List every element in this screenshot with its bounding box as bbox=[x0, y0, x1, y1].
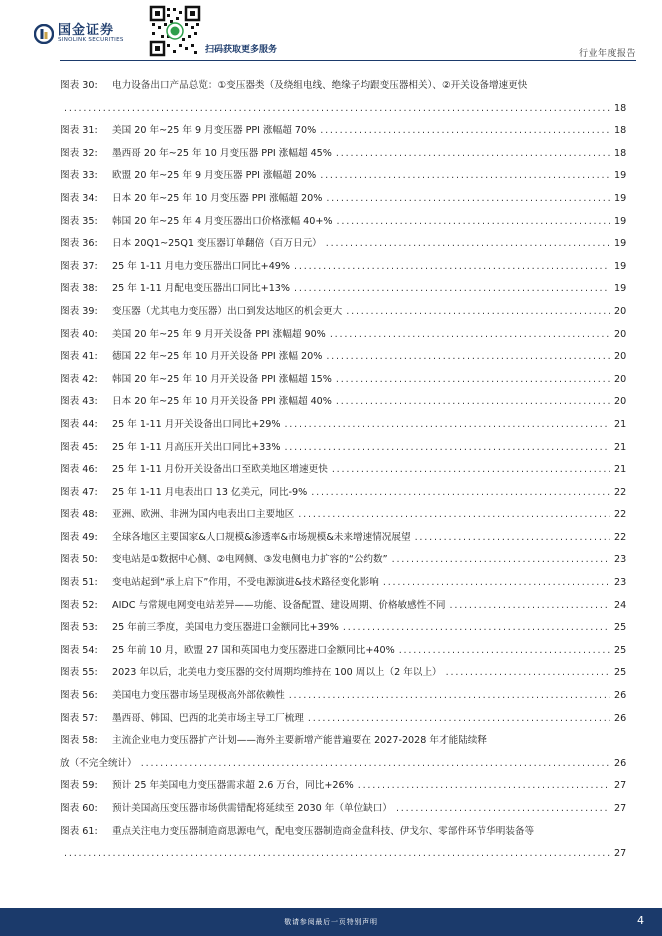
toc-leader-dots bbox=[336, 148, 610, 159]
toc-entry[interactable] bbox=[60, 148, 626, 159]
toc-leader-dots bbox=[64, 848, 610, 859]
toc-leader-dots bbox=[284, 419, 610, 430]
toc-leader-dots bbox=[289, 690, 610, 701]
toc-page: 22 bbox=[614, 509, 627, 521]
toc-label: 图表 59: bbox=[60, 780, 98, 792]
toc-leader-dots bbox=[320, 170, 610, 181]
toc-page: 21 bbox=[614, 418, 627, 430]
toc-title: 欧盟 20 年~25 年 9 月变压器 PPI 涨幅超 20% bbox=[112, 170, 317, 182]
toc-title: 25 年 1-11 月开关设备出口同比+29% bbox=[112, 418, 281, 430]
toc-title: 墨西哥、韩国、巴西的北美市场主导工厂梳理 bbox=[112, 712, 304, 724]
toc-label: 图表 47: bbox=[60, 486, 98, 498]
toc-page: 22 bbox=[614, 486, 627, 498]
toc-leader-dots bbox=[383, 577, 610, 588]
toc-entry[interactable] bbox=[60, 193, 626, 204]
toc-title: 预计美国高压变压器市场供需错配将延续至 2030 年（单位缺口） bbox=[112, 803, 392, 814]
toc-page: 18 bbox=[614, 125, 627, 137]
toc-leader-dots bbox=[336, 374, 610, 385]
toc-label: 图表 45: bbox=[60, 441, 98, 453]
toc-label: 图表 53: bbox=[60, 622, 98, 634]
toc-page: 25 bbox=[614, 667, 627, 679]
brand-name-cn: 国金证券 bbox=[58, 23, 115, 38]
toc-label: 图表 41: bbox=[60, 351, 98, 363]
toc-label: 图表 33: bbox=[60, 170, 98, 182]
toc-entry[interactable] bbox=[60, 803, 626, 814]
toc-leader-dots bbox=[415, 532, 610, 543]
toc-title: 主流企业电力变压器扩产计划——海外主要新增产能普遍要在 2027-2028 年才能陆续释 bbox=[112, 735, 487, 747]
toc-label: 图表 54: bbox=[60, 644, 98, 656]
toc-leader-dots bbox=[64, 103, 610, 114]
toc-entry[interactable] bbox=[60, 329, 626, 340]
toc-page: 21 bbox=[614, 441, 627, 453]
toc-page: 20 bbox=[614, 351, 627, 363]
toc-title: 全球各地区主要国家&人口规模&渗透率&市场规模&未来增速情况展望 bbox=[112, 531, 411, 543]
toc-page: 25 bbox=[614, 622, 627, 634]
toc-title: 25 年前 10 月，欧盟 27 国和英国电力变压器进口金额同比+40% bbox=[112, 644, 395, 656]
toc-title: 25 年 1-11 月电力变压器出口同比+49% bbox=[112, 260, 291, 272]
toc-leader-dots bbox=[446, 667, 610, 678]
toc-leader-dots bbox=[358, 780, 610, 791]
toc-page: 27 bbox=[614, 848, 627, 860]
toc-entry[interactable] bbox=[60, 532, 626, 543]
toc-title: 美国电力变压器市场呈现极高外部依赖性 bbox=[112, 690, 285, 702]
toc-entry[interactable] bbox=[60, 125, 626, 136]
toc-leader-dots bbox=[326, 351, 610, 362]
toc-entry[interactable] bbox=[60, 487, 626, 498]
toc-entry[interactable] bbox=[60, 713, 626, 724]
toc-page: 22 bbox=[614, 531, 627, 543]
page-footer bbox=[0, 908, 662, 936]
toc-label: 图表 60: bbox=[60, 803, 98, 814]
toc-label: 图表 40: bbox=[60, 328, 98, 340]
toc-entry[interactable] bbox=[60, 261, 626, 272]
toc-entry[interactable] bbox=[60, 80, 626, 114]
toc-leader-dots bbox=[294, 261, 610, 272]
toc-label: 图表 52: bbox=[60, 599, 98, 611]
toc-entry[interactable] bbox=[60, 600, 626, 611]
toc-title: 日本 20 年~25 年 10 月开关设备 PPI 涨幅超 40% bbox=[112, 396, 332, 408]
toc-page: 19 bbox=[614, 215, 627, 227]
toc-page: 23 bbox=[614, 577, 627, 589]
toc-label: 图表 44: bbox=[60, 418, 98, 430]
toc-list bbox=[60, 80, 626, 871]
toc-leader-dots bbox=[284, 442, 610, 453]
toc-leader-dots bbox=[336, 396, 610, 407]
toc-leader-dots bbox=[343, 622, 610, 633]
toc-page: 26 bbox=[614, 712, 627, 724]
toc-label: 图表 30: bbox=[60, 80, 98, 91]
toc-entry[interactable] bbox=[60, 374, 626, 385]
toc-entry[interactable] bbox=[60, 464, 626, 475]
toc-title: 变压器（尤其电力变压器）出口到发达地区的机会更大 bbox=[112, 305, 343, 317]
toc-entry[interactable] bbox=[60, 667, 626, 678]
toc-leader-dots bbox=[141, 758, 610, 769]
toc-leader-dots bbox=[450, 600, 610, 611]
toc-leader-dots bbox=[392, 554, 610, 565]
toc-page: 24 bbox=[614, 599, 627, 611]
toc-entry[interactable] bbox=[60, 622, 626, 633]
toc-leader-dots bbox=[396, 803, 610, 814]
toc-label: 图表 61: bbox=[60, 825, 98, 837]
toc-label: 图表 55: bbox=[60, 667, 98, 679]
toc-title: 25 年前三季度，美国电力变压器进口金额同比+39% bbox=[112, 622, 339, 634]
toc-label: 图表 37: bbox=[60, 260, 98, 272]
toc-title: 变电站起到“承上启下”作用，不受电源演进&技术路径变化影响 bbox=[112, 577, 379, 589]
toc-title: 电力设备出口产品总览：①变压器类（及绕组电线、绝缘子均跟变压器相关）、②开关设备增速更快 bbox=[112, 80, 528, 91]
toc-entry[interactable] bbox=[60, 170, 626, 181]
toc-title: 25 年 1-11 月高压开关出口同比+33% bbox=[112, 441, 281, 453]
toc-page: 19 bbox=[614, 283, 627, 295]
toc-label: 图表 46: bbox=[60, 464, 98, 476]
toc-page: 18 bbox=[614, 147, 627, 159]
toc-entry[interactable] bbox=[60, 826, 626, 860]
toc-label: 图表 36: bbox=[60, 238, 98, 250]
toc-page: 27 bbox=[614, 803, 627, 814]
toc-title: 美国 20 年~25 年 9 月变压器 PPI 涨幅超 70% bbox=[112, 125, 317, 137]
toc-page: 20 bbox=[614, 305, 627, 317]
toc-title: 日本 20 年~25 年 10 月变压器 PPI 涨幅超 20% bbox=[112, 192, 323, 204]
toc-leader-dots bbox=[330, 329, 610, 340]
toc-entry[interactable] bbox=[60, 577, 626, 588]
toc-label: 图表 57: bbox=[60, 712, 98, 724]
toc-leader-dots bbox=[298, 509, 610, 520]
toc-label: 图表 56: bbox=[60, 690, 98, 702]
toc-title: 2023 年以后，北美电力变压器的交付周期均维持在 100 周以上（2 年以上） bbox=[112, 667, 442, 679]
toc-entry[interactable] bbox=[60, 396, 626, 407]
toc-label: 图表 58: bbox=[60, 735, 98, 747]
toc-leader-dots bbox=[294, 283, 610, 294]
toc-label: 图表 48: bbox=[60, 509, 98, 521]
toc-label: 图表 31: bbox=[60, 125, 98, 137]
toc-title: 美国 20 年~25 年 9 月开关设备 PPI 涨幅超 90% bbox=[112, 328, 326, 340]
toc-title: 德国 22 年~25 年 10 月开关设备 PPI 涨幅 20% bbox=[112, 351, 323, 363]
toc-page: 26 bbox=[614, 690, 627, 702]
toc-entry[interactable] bbox=[60, 216, 626, 227]
toc-leader-dots bbox=[320, 125, 610, 136]
toc-page: 20 bbox=[614, 328, 627, 340]
toc-leader-dots bbox=[332, 464, 610, 475]
qr-code-icon[interactable] bbox=[149, 5, 201, 57]
toc-entry[interactable] bbox=[60, 351, 626, 362]
toc-title: 日本 20Q1~25Q1 变压器订单翻倍（百万日元） bbox=[112, 238, 322, 250]
toc-page: 19 bbox=[614, 192, 627, 204]
toc-page: 27 bbox=[614, 780, 627, 792]
toc-leader-dots bbox=[311, 487, 610, 498]
toc-title: 墨西哥 20 年~25 年 10 月变压器 PPI 涨幅超 45% bbox=[112, 147, 332, 159]
toc-title: 25 年 1-11 月份开关设备出口至欧美地区增速更快 bbox=[112, 464, 328, 476]
toc-title: 预计 25 年美国电力变压器需求超 2.6 万台，同比+26% bbox=[112, 780, 354, 792]
toc-title-continued: 放（不完全统计） bbox=[60, 757, 137, 769]
toc-label: 图表 34: bbox=[60, 192, 98, 204]
toc-title: 变电站是①数据中心侧、②电网侧、③发电侧电力扩容的“公约数” bbox=[112, 554, 388, 566]
brand-mark-icon bbox=[34, 24, 54, 44]
toc-label: 图表 38: bbox=[60, 283, 98, 295]
toc-page: 19 bbox=[614, 260, 627, 272]
toc-label: 图表 35: bbox=[60, 215, 98, 227]
page-header bbox=[0, 0, 662, 62]
toc-title: 25 年 1-11 月电表出口 13 亿美元，同比-9% bbox=[112, 486, 308, 498]
toc-page: 19 bbox=[614, 238, 627, 250]
toc-entry[interactable] bbox=[60, 306, 626, 317]
toc-page: 18 bbox=[614, 102, 627, 114]
toc-entry[interactable] bbox=[60, 780, 626, 791]
toc-title: AIDC 与常规电网变电站差异——功能、设备配置、建设周期、价格敏感性不同 bbox=[112, 599, 446, 611]
toc-label: 图表 49: bbox=[60, 531, 98, 543]
brand-name-en: SINOLINK SECURITIES bbox=[58, 37, 124, 43]
toc-title: 25 年 1-11 月配电变压器出口同比+13% bbox=[112, 283, 291, 295]
toc-page: 26 bbox=[614, 757, 627, 769]
toc-entry[interactable] bbox=[60, 554, 626, 565]
toc-label: 图表 50: bbox=[60, 554, 98, 566]
toc-leader-dots bbox=[399, 645, 610, 656]
toc-title: 韩国 20 年~25 年 10 月开关设备 PPI 涨幅超 15% bbox=[112, 373, 332, 385]
toc-entry[interactable] bbox=[60, 645, 626, 656]
toc-page: 21 bbox=[614, 464, 627, 476]
toc-entry[interactable] bbox=[60, 442, 626, 453]
toc-page: 23 bbox=[614, 554, 627, 566]
toc-entry[interactable] bbox=[60, 509, 626, 520]
toc-entry[interactable] bbox=[60, 735, 626, 769]
toc-title: 重点关注电力变压器制造商思源电气，配电变压器制造商金盘科技、伊戈尔、零部件环节华明装备等 bbox=[112, 825, 535, 837]
footer-disclaimer[interactable]: 敬请参阅最后一页特别声明 bbox=[284, 918, 378, 926]
toc-label: 图表 32: bbox=[60, 147, 98, 159]
toc-page: 25 bbox=[614, 644, 627, 656]
toc-entry[interactable] bbox=[60, 419, 626, 430]
toc-label: 图表 43: bbox=[60, 396, 98, 408]
toc-entry[interactable] bbox=[60, 283, 626, 294]
toc-label: 图表 39: bbox=[60, 305, 98, 317]
toc-title: 韩国 20 年~25 年 4 月变压器出口价格涨幅 40+% bbox=[112, 215, 333, 227]
toc-title: 亚洲、欧洲、非洲为国内电表出口主要地区 bbox=[112, 509, 295, 521]
page-number: 4 bbox=[637, 914, 644, 927]
toc-label: 图表 42: bbox=[60, 373, 98, 385]
toc-page: 20 bbox=[614, 373, 627, 385]
header-divider bbox=[60, 60, 636, 61]
toc-label: 图表 51: bbox=[60, 577, 98, 589]
toc-page: 20 bbox=[614, 396, 627, 408]
toc-leader-dots bbox=[326, 238, 610, 249]
qr-caption: 扫码获取更多服务 bbox=[205, 45, 278, 55]
toc-page: 19 bbox=[614, 170, 627, 182]
toc-entry[interactable] bbox=[60, 690, 626, 701]
brand-logo bbox=[34, 24, 124, 44]
toc-leader-dots bbox=[346, 306, 610, 317]
toc-leader-dots bbox=[337, 216, 610, 227]
report-type: 行业年度报告 bbox=[578, 49, 636, 59]
toc-entry[interactable] bbox=[60, 238, 626, 249]
toc-leader-dots bbox=[326, 193, 610, 204]
toc-leader-dots bbox=[308, 713, 610, 724]
